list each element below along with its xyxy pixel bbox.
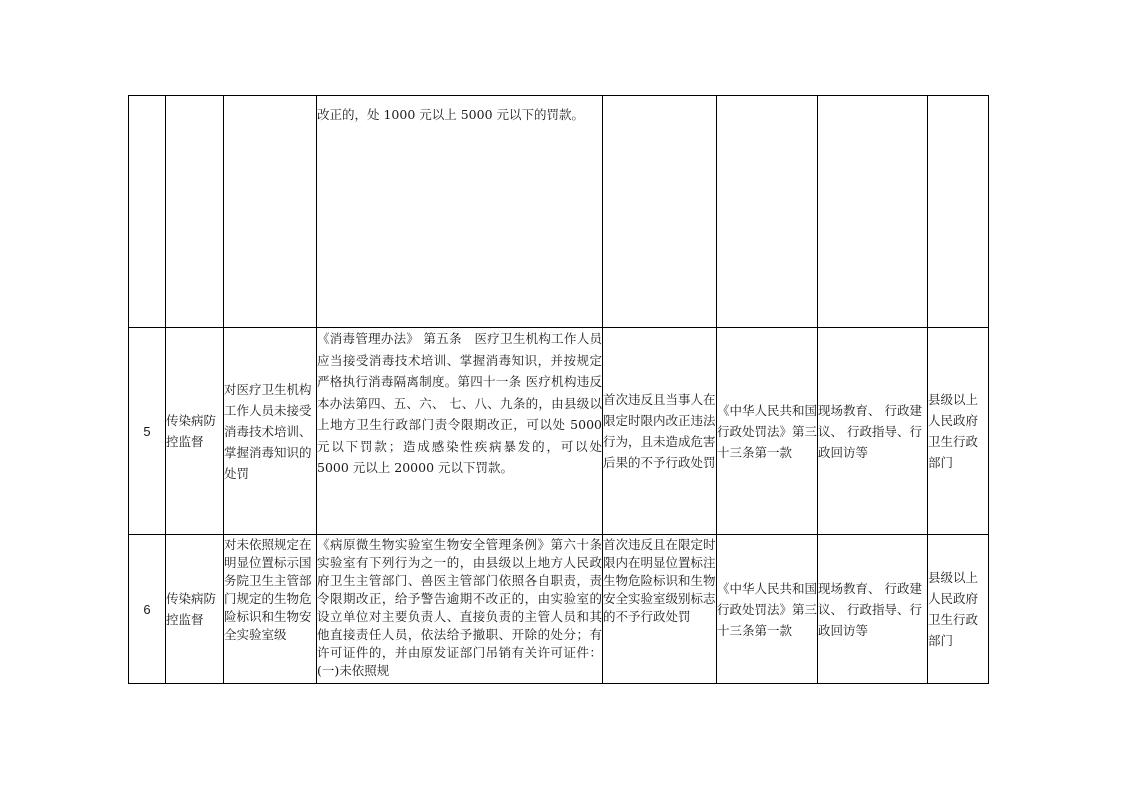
cell-law (717, 96, 818, 328)
cell-basis (317, 96, 603, 328)
cell-measures (818, 96, 928, 328)
exemption-condition-text: 首次违反且在限定时限内在明显位置标注生物危险标识和生物安全实验室级别标志的不予行政处罚 (603, 537, 716, 624)
violation-name-cell: 对医疗卫生机构工作人员未接受消毒技术培训、掌握消毒知识的处罚 (224, 328, 317, 535)
legal-basis-cell (317, 535, 603, 684)
penalty-table (128, 95, 989, 684)
legal-reference-cell: 《中华人民共和国行政处罚法》第三十三条第一款 (717, 535, 818, 684)
legal-reference-cell: 《中华人民共和国行政处罚法》第三十三条第一款 (717, 328, 818, 535)
table-row-6 (129, 535, 989, 684)
department-cell: 县级以上人民政府卫生行政部门 (928, 328, 989, 535)
violation-name-cell (224, 535, 317, 684)
category-cell: 传染病防控监督 (166, 328, 224, 535)
cell-category (166, 96, 224, 328)
table-row-continued (129, 96, 989, 328)
basis-text: 改正的，处 1000 元以上 5000 元以下的罚款。 (317, 107, 585, 122)
violation-name-text: 对未依照规定在明显位置标示国务院卫生主管部门规定的生物危险标识和生物安全实验室级 (224, 537, 312, 642)
legal-basis-text: 《消毒管理办法》 第五条 医疗卫生机构工作人员应当接受消毒技术培训、掌握消毒知识，并按规定严格执行消毒隔离制度。第四十一条 医疗机构违反本办法第四、五、六、 七、八、九条的，由县级以上地方卫生行政部门责令限期改正，可以处 5000 元以下罚款；造成感染性疾病暴发的，可以处 5000 元以上 20000 元以下罚款。 (317, 331, 602, 475)
cell-num (129, 96, 166, 328)
legal-basis-cell (317, 328, 603, 535)
measures-cell: 现场教育、 行政建议、 行政指导、行政回访等 (818, 328, 928, 535)
cell-condition (603, 96, 717, 328)
row-number: 6 (129, 535, 166, 684)
cell-name (224, 96, 317, 328)
cell-dept (928, 96, 989, 328)
row-number: 5 (129, 328, 166, 535)
exemption-condition-cell (603, 535, 717, 684)
table-row-5 (129, 328, 989, 535)
category-cell: 传染病防控监督 (166, 535, 224, 684)
legal-basis-text: 《病原微生物实验室生物安全管理条例》第六十条 实验室有下列行为之一的，由县级以上地方人民政府卫生主管部门、兽医主管部门依照各自职责，责令限期改正，给予警告逾期不改正的，由实验室的设立单位对主要负责人、直接负责的主管人员和其他直接责任人员，依法给予撤职、开除的处分；有许可证件的，并由原发证部门吊销有关许可证件：(一)未依照规 (317, 537, 602, 678)
department-cell: 县级以上人民政府卫生行政部门 (928, 535, 989, 684)
measures-cell: 现场教育、 行政建议、 行政指导、行政回访等 (818, 535, 928, 684)
exemption-condition-cell: 首次违反且当事人在限定时限内改正违法行为，且未造成危害后果的不予行政处罚 (603, 328, 717, 535)
